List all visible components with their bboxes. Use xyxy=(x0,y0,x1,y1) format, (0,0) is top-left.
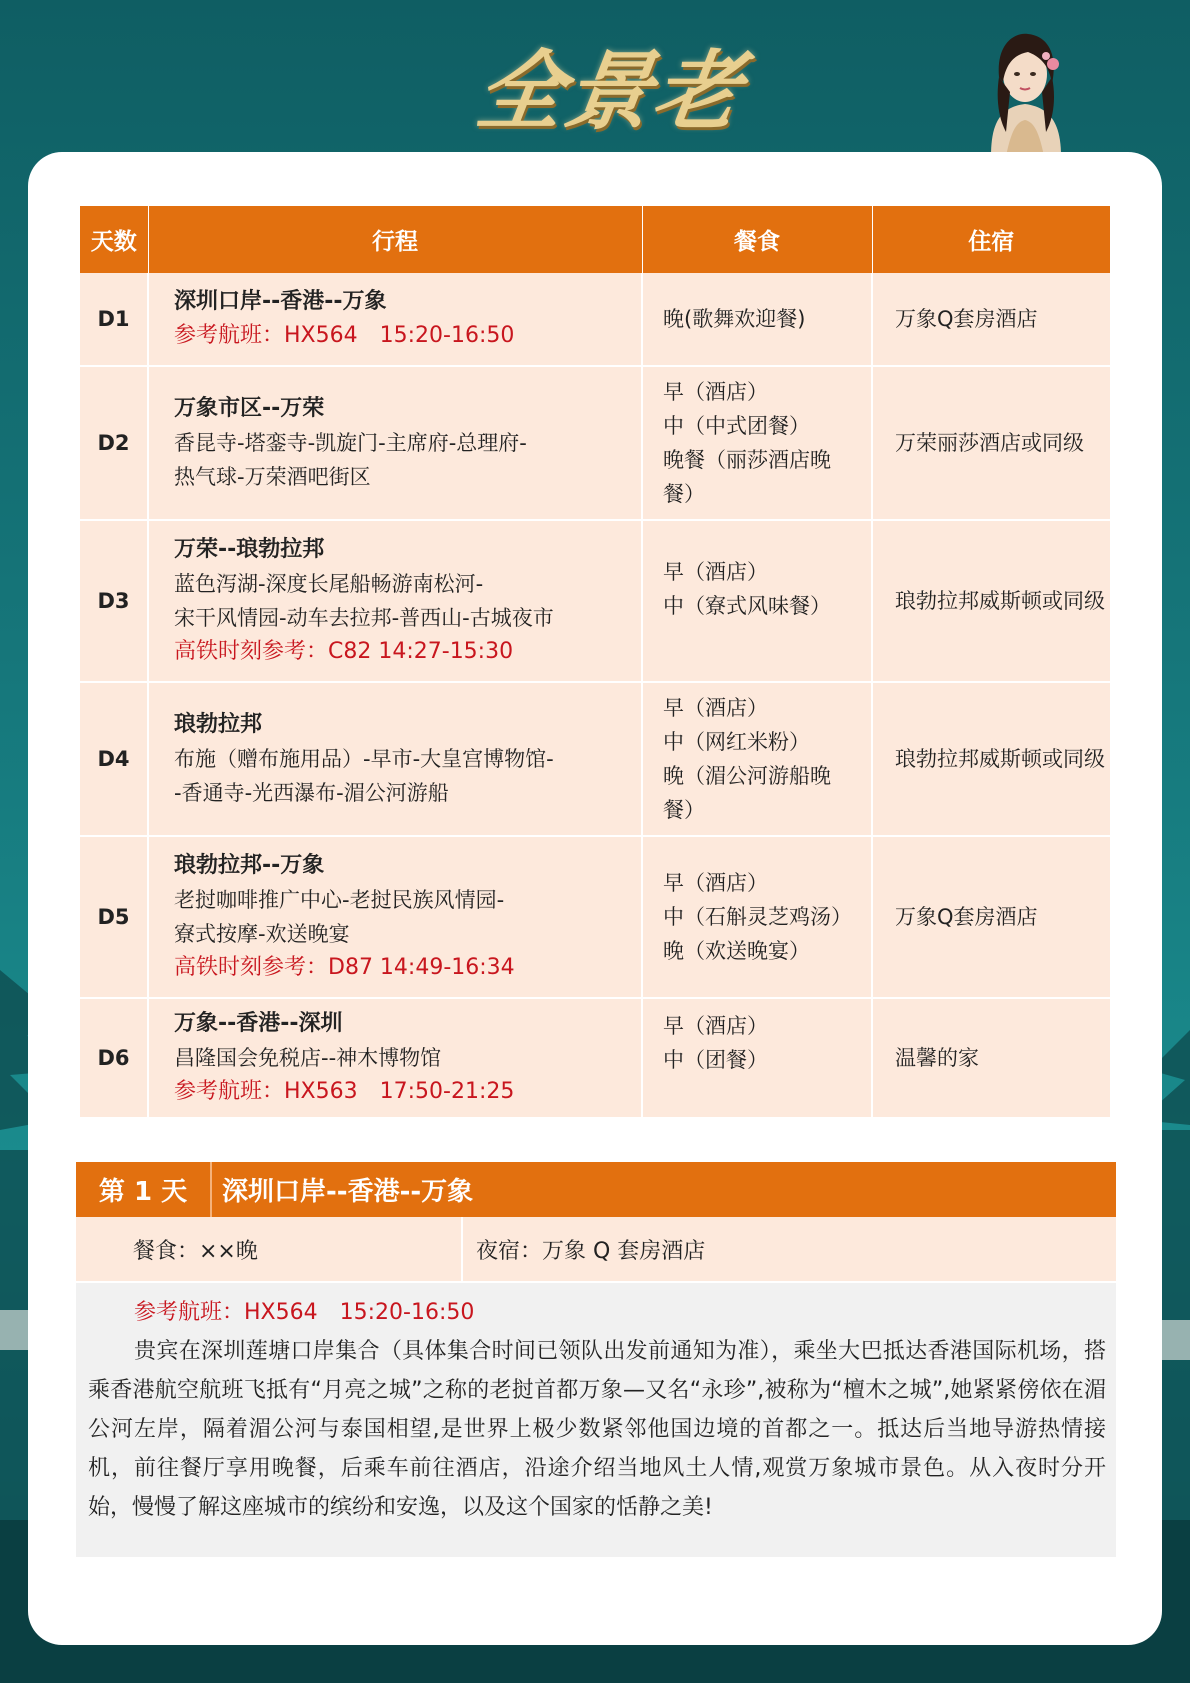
day1-label: 第 1 天 xyxy=(76,1162,212,1217)
day1-stay: 夜宿：万象 Q 套房酒店 xyxy=(476,1238,706,1264)
hotel-cell: 万荣丽莎酒店或同级 xyxy=(872,366,1110,520)
hotel-cell: 万象Q套房酒店 xyxy=(872,273,1110,366)
table-row xyxy=(80,998,1110,1118)
header-day: 天数 xyxy=(80,206,148,273)
meals-cell xyxy=(642,836,872,998)
header-route: 行程 xyxy=(148,206,642,273)
meal-item: 早（酒店） xyxy=(663,871,768,895)
table-row xyxy=(80,682,1110,836)
meal-item: 晚餐（丽莎酒店晚餐） xyxy=(663,448,831,506)
route-cell xyxy=(148,682,642,836)
route-title: 万象市区--万荣 xyxy=(174,396,325,421)
day-cell: D2 xyxy=(80,366,148,520)
route-cell xyxy=(148,520,642,682)
hotel-cell: 万象Q套房酒店 xyxy=(872,836,1110,998)
route-cell xyxy=(148,273,642,366)
route-spots: 香昆寺-塔銮寺-凯旋门-主席府-总理府- xyxy=(174,431,527,455)
route-spots: 老挝咖啡推广中心-老挝民族风情园- xyxy=(174,888,505,912)
route-spots: 昌隆国会免税店--神木博物馆 xyxy=(174,1046,442,1070)
day-cell: D6 xyxy=(80,998,148,1118)
route-spots: 蓝色泻湖-深度长尾船畅游南松河- xyxy=(174,572,484,596)
hotel-cell: 温馨的家 xyxy=(872,998,1110,1118)
header-meals: 餐食 xyxy=(642,206,872,273)
meal-item: 中（中式团餐） xyxy=(663,414,810,438)
meal-item: 晚（湄公河游船晚餐） xyxy=(663,764,831,822)
flight-note: 参考航班：HX564 15:20-16:50 xyxy=(174,323,515,348)
day1-flight: 参考航班：HX564 15:20-16:50 xyxy=(134,1300,475,1325)
day1-meta-row xyxy=(76,1217,1116,1283)
meal-item: 中（团餐） xyxy=(663,1048,768,1072)
day1-header xyxy=(76,1162,1116,1217)
meal-item: 早（酒店） xyxy=(663,380,768,404)
day-cell: D4 xyxy=(80,682,148,836)
route-spots: 宋干风情园-动车去拉邦-普西山-古城夜市 xyxy=(174,606,554,630)
title-logo xyxy=(470,22,770,142)
route-title: 琅勃拉邦 xyxy=(174,712,263,737)
meal-item: 晚(歌舞欢迎餐) xyxy=(663,307,806,331)
route-cell xyxy=(148,998,642,1118)
meal-item: 中（石斛灵芝鸡汤） xyxy=(663,905,852,929)
route-cell xyxy=(148,836,642,998)
meals-cell xyxy=(642,273,872,366)
day1-body xyxy=(76,1283,1116,1557)
flight-note: 参考航班：HX563 17:50-21:25 xyxy=(174,1079,515,1104)
day1-title: 深圳口岸--香港--万象 xyxy=(222,1177,474,1207)
meals-cell xyxy=(642,682,872,836)
route-title: 琅勃拉邦--万象 xyxy=(174,853,325,878)
meal-item: 早（酒店） xyxy=(663,1014,768,1038)
route-spots: 寮式按摩-欢送晚宴 xyxy=(174,922,350,946)
train-note: 高铁时刻参考：D87 14:49-16:34 xyxy=(174,955,515,980)
header-hotel: 住宿 xyxy=(872,206,1110,273)
logo-text: 全景老挝 xyxy=(470,41,749,142)
table-row xyxy=(80,520,1110,682)
route-title: 万荣--琅勃拉邦 xyxy=(174,537,325,562)
meal-item: 晚（欢送晚宴） xyxy=(663,939,810,963)
day1-description: 贵宾在深圳莲塘口岸集合（具体集合时间已领队出发前通知为准），乘坐大巴抵达香港国际机场，搭乘香港航空航班飞抵有“月亮之城”之称的老挝首都万象—又名“永珍”,被称为“檀木之城”,她紧紧傍依在湄公河左岸，隔着湄公河与泰国相望,是世界上极少数紧邻他国边境的首都之一。抵达后当地导游热情接机，前往餐厅享用晚餐，后乘车前往酒店，沿途介绍当地风土人情,观赏万象城市景色。从入夜时分开始，慢慢了解这座城市的缤纷和安逸，以及这个国家的恬静之美! xyxy=(88,1339,1106,1520)
route-title: 万象--香港--深圳 xyxy=(174,1011,343,1036)
meal-item: 中（寮式风味餐） xyxy=(663,594,831,618)
table-row xyxy=(80,836,1110,998)
route-cell xyxy=(148,366,642,520)
woman-portrait xyxy=(966,22,1084,156)
meal-item: 中（网红米粉） xyxy=(663,730,810,754)
day-cell: D5 xyxy=(80,836,148,998)
meals-cell xyxy=(642,366,872,520)
table-row xyxy=(80,273,1110,366)
table-row xyxy=(80,366,1110,520)
meals-cell xyxy=(642,520,872,682)
day1-section xyxy=(76,1162,1116,1557)
route-title: 深圳口岸--香港--万象 xyxy=(174,289,387,314)
train-note: 高铁时刻参考：C82 14:27-15:30 xyxy=(174,639,514,664)
meals-cell xyxy=(642,998,872,1118)
meal-item: 早（酒店） xyxy=(663,696,768,720)
day-cell: D3 xyxy=(80,520,148,682)
itinerary-table xyxy=(80,206,1110,1119)
hotel-cell: 琅勃拉邦威斯顿或同级 xyxy=(872,682,1110,836)
day1-meals: 餐食：××晚 xyxy=(76,1217,463,1281)
table-header-row xyxy=(80,206,1110,273)
route-spots: 布施（赠布施用品）-早市-大皇宫博物馆- xyxy=(174,747,554,771)
meal-item: 早（酒店） xyxy=(663,560,768,584)
day-cell: D1 xyxy=(80,273,148,366)
hotel-cell: 琅勃拉邦威斯顿或同级 xyxy=(872,520,1110,682)
route-spots: -香通寺-光西瀑布-湄公河游船 xyxy=(174,781,449,805)
route-spots: 热气球-万荣酒吧街区 xyxy=(174,465,371,489)
